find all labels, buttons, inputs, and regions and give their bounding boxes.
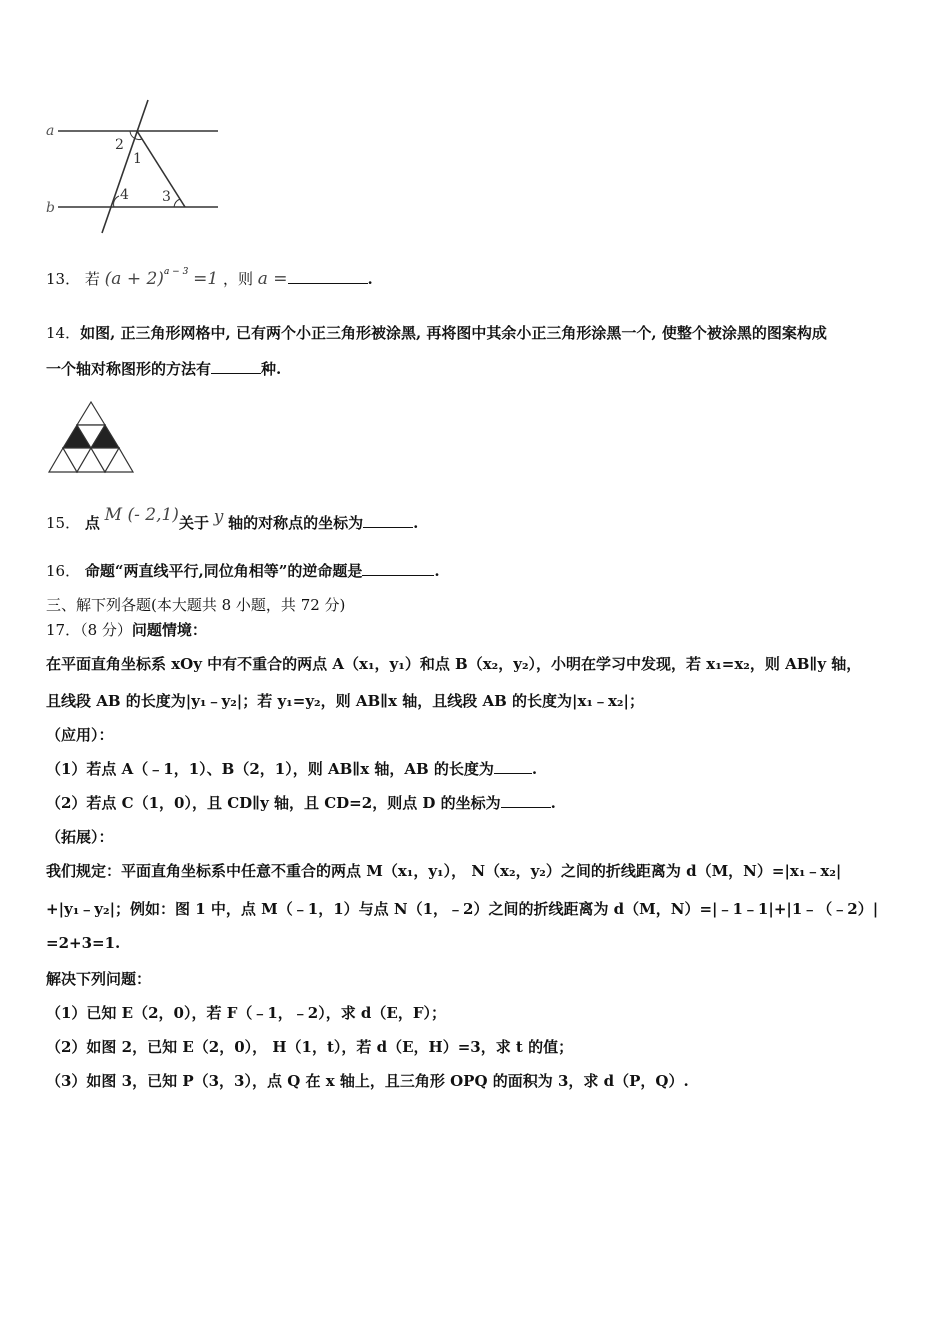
q16-number: 16． (46, 562, 81, 580)
q14-answer-blank (211, 361, 261, 374)
q17-line-13: （3）如图 3，已知 P（3，3），点 Q 在 x 轴上，且三角形 OPQ 的面积为 3，求 d（P，Q）. (46, 1072, 689, 1090)
angle-2-label: 2 (115, 137, 124, 153)
q13-pre: 若 (84, 270, 100, 288)
q13-mid: ，则 (222, 270, 253, 288)
parallel-lines-figure (40, 95, 225, 240)
q15-answer-blank (363, 515, 413, 528)
q15-end: . (413, 514, 419, 532)
question-17-header (46, 619, 207, 640)
q17-line-9: =2+3=1. (46, 934, 121, 952)
q15-axis: y (213, 507, 224, 527)
q16-answer-blank (362, 563, 434, 576)
q15-post: 轴的对称点的坐标为 (228, 514, 364, 532)
q14-line2-pre: 一个轴对称图形的方法有 (46, 360, 212, 378)
q17-score: （8 分） (80, 621, 132, 639)
label-b: b (46, 200, 55, 216)
q15-number: 15． (46, 514, 81, 532)
q17-line-1: 在平面直角坐标系 xOy 中有不重合的两点 A（x₁，y₁）和点 B（x₂，y₂），小明在学习中发现，若 x₁=x₂，则 AB∥y 轴， (46, 655, 862, 673)
q15-pre: 点 (84, 514, 100, 532)
q17-apply-1-blank (494, 761, 532, 774)
q17-line-10: 解决下列问题： (46, 970, 152, 988)
q17-apply-2: （2）若点 C（1，0），且 CD∥y 轴，且 CD=2，则点 D 的坐标为 (46, 794, 501, 812)
q17-apply-2-blank (501, 795, 551, 808)
q17-line-7: 我们规定：平面直角坐标系中任意不重合的两点 M（x₁，y₁）， N（x₂，y₂）之间的折线距离为 d（M，N）=|x₁﹣x₂| (46, 862, 842, 880)
q15-mid: 关于 (178, 514, 209, 532)
angle-1-label: 1 (133, 151, 142, 167)
q17-title: 问题情境： (131, 621, 207, 639)
q13-answer-blank (288, 271, 368, 284)
question-15 (46, 505, 419, 533)
q16-text: 命题“两直线平行,同位角相等”的逆命题是 (84, 562, 363, 580)
q13-end: . (367, 270, 373, 288)
q14-number: 14． (46, 324, 81, 342)
section-3-heading: 三、解下列各题(本大题共 8 小题，共 72 分) (46, 596, 346, 614)
q17-apply-1-dot: . (531, 760, 538, 778)
label-a: a (46, 123, 55, 139)
q16-end: . (434, 562, 440, 580)
question-14-line-1 (46, 322, 827, 343)
q13-var: a = (257, 269, 288, 289)
q15-point: M (- 2,1) (104, 505, 179, 525)
question-13 (46, 268, 373, 289)
q14-line1: 如图, 正三角形网格中, 已有两个小正三角形被涂黑, 再将图中其余小正三角形涂黑一个, 使整个被涂黑的图案构成 (80, 324, 827, 342)
q17-line-6: （拓展）： (46, 828, 114, 846)
q17-line-12: （2）如图 2，已知 E（2，0）， H（1，t），若 d（E，H）=3，求 t 的值； (46, 1038, 574, 1056)
q13-exponent: a − 3 (163, 267, 189, 277)
q14-line2-post: 种. (261, 360, 282, 378)
angle-4-label: 4 (120, 187, 129, 203)
triangle-grid-figure (44, 392, 139, 480)
question-14-line-2 (46, 358, 281, 379)
q17-line-11: （1）已知 E（2，0），若 F（﹣1，﹣2），求 d（E，F）； (46, 1004, 447, 1022)
question-16 (46, 560, 440, 581)
q13-base: (a + 2) (104, 269, 164, 289)
q17-line-3: （应用）： (46, 726, 114, 744)
q17-apply-1: （1）若点 A（﹣1，1）、B（2，1），则 AB∥x 轴，AB 的长度为 (46, 760, 494, 778)
q17-number: 17． (46, 621, 81, 639)
q17-line-2: 且线段 AB 的长度为|y₁﹣y₂|；若 y₁=y₂，则 AB∥x 轴，且线段 AB 的长度为|x₁﹣x₂|； (46, 692, 644, 710)
q17-apply-2-dot: . (550, 794, 556, 812)
q17-line-8: +|y₁﹣y₂|；例如：图 1 中，点 M（﹣1，1）与点 N（1，﹣2）之间的折线距离为 d（M，N）=|﹣1﹣1|+|1﹣（﹣2）| (46, 900, 879, 918)
q17-line-4 (46, 758, 537, 779)
angle-3-label: 3 (162, 189, 171, 205)
q13-number: 13． (46, 270, 81, 288)
q13-equals: =1 (193, 269, 219, 289)
q17-line-5 (46, 792, 556, 813)
